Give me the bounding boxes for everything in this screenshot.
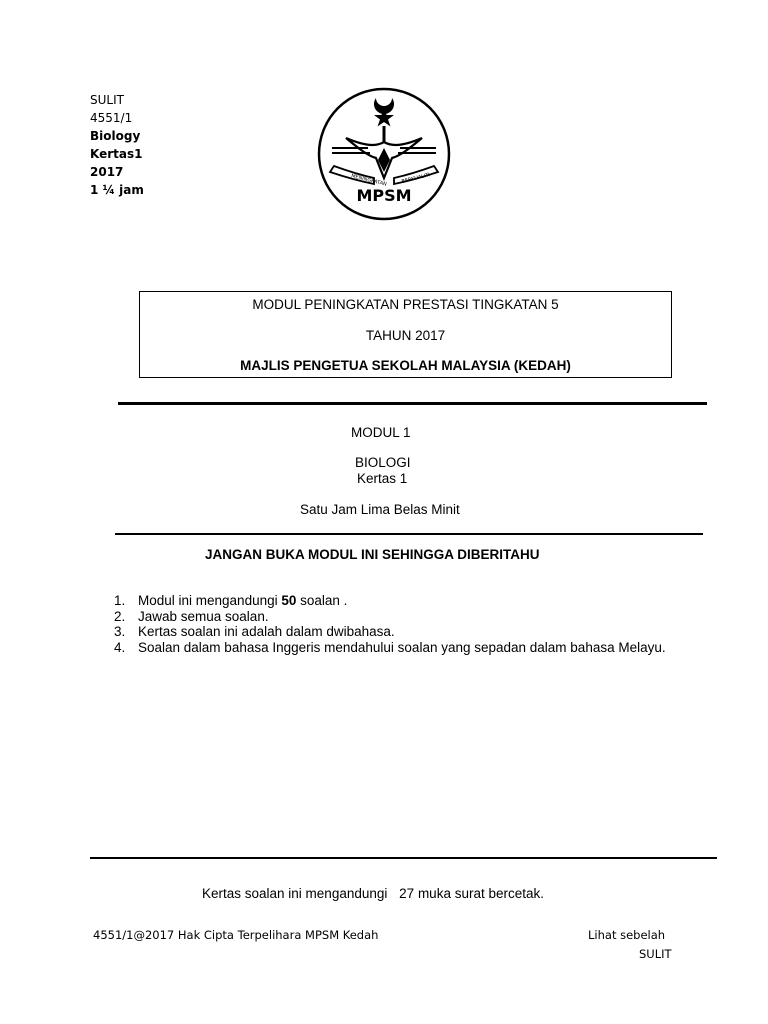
footer-classification: SULIT (639, 947, 672, 961)
duration-label: 1 ¼ jam (90, 183, 144, 197)
list-item: 4. Soalan dalam bahasa Inggeris mendahului soalan yang sepadan dalam bahasa Melayu. (114, 639, 666, 655)
module-program-title: MODUL PENINGKATAN PRESTASI TINGKATAN 5 (252, 297, 559, 312)
instructions-list (114, 593, 674, 655)
year-label: 2017 (90, 165, 124, 179)
header-meta (90, 91, 144, 199)
divider-thick (118, 402, 707, 405)
copyright-text: 4551/1@2017 Hak Cipta Terpelihara MPSM Kedah (93, 928, 379, 942)
list-item: 1. Modul ini mengandungi 50 soalan . (114, 593, 348, 608)
organizer-name: MAJLIS PENGETUA SEKOLAH MALAYSIA (KEDAH) (240, 358, 571, 373)
module-paper: Kertas 1 (357, 471, 408, 486)
module-duration: Satu Jam Lima Belas Minit (300, 502, 460, 517)
paper-code: 4551/1 (90, 111, 133, 125)
warning-text: JANGAN BUKA MODUL INI SEHINGGA DIBERITAHU (205, 547, 540, 562)
page-count-note: Kertas soalan ini mengandungi 27 muka surat bercetak. (202, 886, 544, 901)
page-count: 27 (399, 886, 415, 901)
next-page-note: Lihat sebelah (588, 928, 666, 942)
paper-label: Kertas1 (90, 147, 143, 161)
list-item: 2. Jawab semua soalan. (114, 608, 269, 624)
svg-text:MPSM: MPSM (356, 186, 412, 205)
list-item: 3. Kertas soalan ini adalah dalam dwibahasa. (114, 624, 395, 640)
svg-text:BERKUALITI: BERKUALITI (401, 172, 431, 185)
module-subject: BIOLOGI (355, 455, 411, 470)
subject-label: Biology (90, 129, 141, 143)
module-year: TAHUN 2017 (365, 328, 446, 343)
mpsm-logo (316, 86, 452, 222)
module-name: MODUL 1 (351, 425, 411, 440)
divider-thin (115, 533, 703, 535)
title-box (139, 291, 672, 378)
classification-label: SULIT (90, 93, 124, 107)
svg-text:MENINGKATAN: MENINGKATAN (350, 173, 388, 188)
divider-bottom (90, 857, 717, 859)
